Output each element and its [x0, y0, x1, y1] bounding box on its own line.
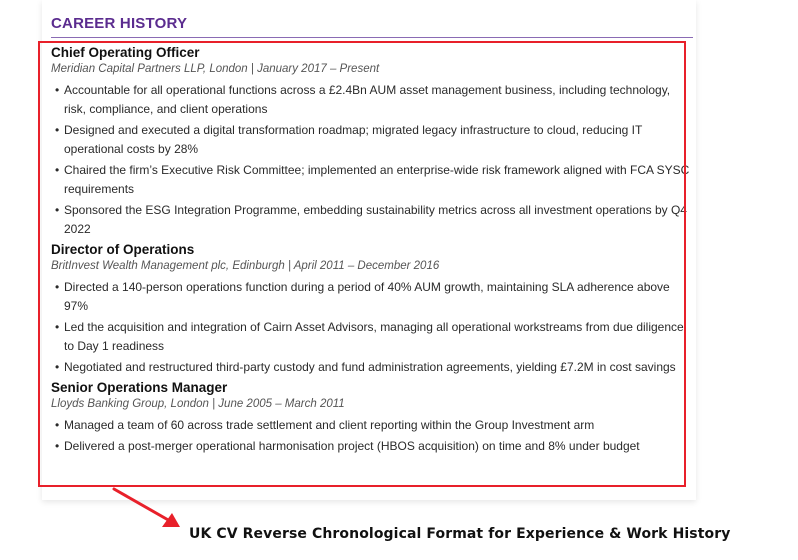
job-title: Director of Operations — [51, 242, 195, 257]
responsibility-text: Designed and executed a digital transformation roadmap; migrated legacy infrastructure to cloud, reducing IT operational costs by 28% — [64, 123, 643, 156]
job-title: Senior Operations Manager — [51, 380, 228, 395]
bullet-icon: • — [55, 163, 60, 177]
bullet-icon: • — [55, 83, 60, 97]
bullet-icon: • — [55, 123, 60, 137]
responsibility-text: Sponsored the ESG Integration Programme, embedding sustainability metrics across all investment operations by Q4 2022 — [64, 203, 687, 236]
responsibility-text: Chaired the firm’s Executive Risk Committee; implemented an enterprise-wide risk framework aligned with FCA SYSC requirements — [64, 163, 690, 196]
responsibility-text: Accountable for all operational functions across a £2.4Bn AUM asset management business, including technology, risk, compliance, and client operations — [64, 83, 671, 116]
responsibility-text: Negotiated and restructured third-party custody and fund administration agreements, yielding £7.2M in cost savings — [64, 360, 676, 374]
section-divider — [51, 37, 693, 38]
bullet-icon: • — [55, 360, 60, 374]
responsibility-text: Led the acquisition and integration of Cairn Asset Advisors, managing all operational workstreams from due diligence to Day 1 readiness — [64, 320, 684, 353]
highlight-box — [38, 41, 686, 487]
responsibility-text: Delivered a post-merger operational harmonisation project (HBOS acquisition) on time and 8% under budget — [64, 439, 640, 453]
job-employer-dates: Lloyds Banking Group, London | June 2005 – March 2011 — [51, 398, 345, 410]
caption-text: UK CV Reverse Chronological Format for Experience & Work History — [189, 526, 731, 542]
bullet-icon: • — [55, 418, 60, 432]
responsibility-text: Directed a 140-person operations function during a period of 40% AUM growth, maintaining SLA adherence above 97% — [64, 280, 670, 313]
job-employer-dates: BritInvest Wealth Management plc, Edinburgh | April 2011 – December 2016 — [51, 260, 440, 272]
job-title: Chief Operating Officer — [51, 45, 200, 60]
section-heading: CAREER HISTORY — [51, 15, 188, 32]
job-employer-dates: Meridian Capital Partners LLP, London | January 2017 – Present — [51, 63, 380, 75]
bullet-icon: • — [55, 203, 60, 217]
bullet-icon: • — [55, 439, 60, 453]
responsibility-text: Managed a team of 60 across trade settlement and client reporting within the Group Investment arm — [64, 418, 595, 432]
bullet-icon: • — [55, 320, 60, 334]
bullet-icon: • — [55, 280, 60, 294]
red-arrow-icon — [112, 487, 182, 531]
